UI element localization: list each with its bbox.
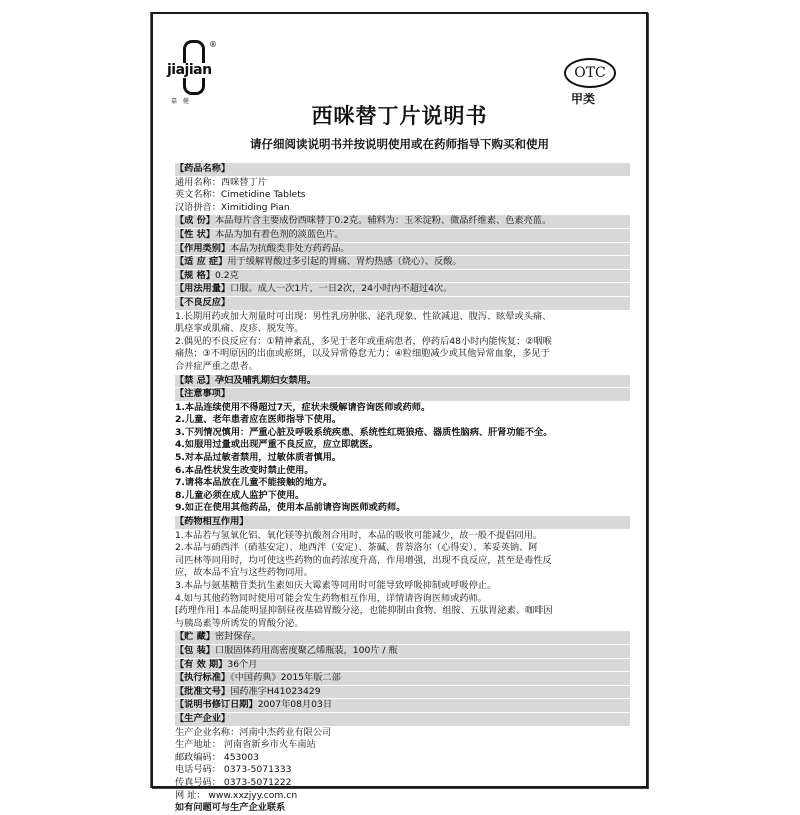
manufacturer-line: 传真号码： 0373-5071222 — [175, 776, 292, 788]
indication-text: 用于缓解胃酸过多引起的胃痛、胃灼热感（烧心）、反酸。 — [227, 256, 462, 268]
manufacturer-line: 电话号码： 0373-5071333 — [175, 764, 292, 776]
document-subtitle: 请仔细阅读说明书并按说明使用或在药师指导下购买和使用 — [250, 137, 549, 151]
approval-text: 国药准字H41023429 — [230, 685, 321, 697]
section-dosage — [175, 283, 630, 296]
brand-logo — [161, 40, 225, 104]
dosage-text: 口服。成人一次1片，一日2次，24小时内不超过4次。 — [230, 283, 453, 295]
otc-class-label: 甲类 — [571, 92, 596, 106]
character-label: 【性 状】 — [175, 228, 215, 240]
precaution-item: 8.儿童必须在成人监护下使用。 — [175, 489, 305, 501]
manufacturer-line: 生产地址： 河南省新乡市火车南站 — [175, 739, 316, 751]
section-indication — [175, 256, 630, 269]
section-storage — [175, 631, 630, 644]
generic-name: 通用名称：西咪替丁片 — [175, 176, 267, 188]
contraindication-text: 孕妇及哺乳期妇女禁用。 — [214, 374, 317, 386]
standard-label: 【执行标准】 — [175, 672, 231, 684]
pharmacology-line: [药理作用] 本品能明显抑制昼夜基础胃酸分泌，也能抑制由食物、组胺、五肽胃泌素、咖啡因 — [175, 605, 553, 617]
section-spec — [175, 270, 630, 283]
section-category — [175, 243, 630, 256]
adverse-line: 痛热；③不明原因的出血或瘀斑，以及异常倦怠无力；④粒细胞减少或其他异常血象，多见于 — [175, 348, 550, 360]
section-standard — [175, 672, 630, 685]
validity-text: 36个月 — [227, 658, 258, 670]
precaution-item: 5.对本品过敏者禁用，过敏体质者慎用。 — [175, 452, 342, 464]
storage-label: 【贮 藏】 — [175, 631, 215, 643]
character-text: 本品为加有着色剂的淡蓝色片。 — [214, 228, 344, 240]
registered-mark: ® — [209, 40, 217, 49]
precaution-item: 2.儿童、老年患者应在医师指导下使用。 — [175, 414, 342, 426]
precaution-item: 3.下列情况慎用：严重心脏及呼吸系统疾患、系统性红斑狼疮、器质性脑病、肝肾功能不全。 — [175, 426, 553, 438]
section-header-interactions: 【药物相互作用】 — [175, 516, 630, 529]
validity-label: 【有 效 期】 — [175, 658, 228, 670]
section-package — [175, 645, 630, 658]
precaution-item: 6.本品性状发生改变时禁止使用。 — [175, 464, 314, 476]
manufacturer-line: 邮政编码： 453003 — [175, 751, 259, 763]
section-composition — [175, 215, 630, 228]
section-revision — [175, 699, 630, 712]
category-label: 【作用类别】 — [175, 242, 231, 254]
standard-text: 《中国药典》2015年版二部 — [230, 672, 341, 684]
leaflet-sheet — [151, 12, 648, 814]
section-approval — [175, 686, 630, 699]
interaction-line: 2.本品与硝西泮（硝基安定）、地西泮（安定）、茶碱、普萘洛尔（心得安）、苯妥英钠、阿 — [175, 542, 538, 554]
interaction-line: 司匹林等同用时，均可使这些药物的血药浓度升高，作用增强，出现不良反应，甚至是毒性反 — [175, 554, 552, 566]
pharmacology-line: 与胰岛素等所诱发的胃酸分泌。 — [175, 617, 304, 629]
section-header-precautions: 【注意事项】 — [175, 388, 630, 401]
logo-mark-top — [183, 40, 205, 63]
interaction-line: 3.本品与氨基糖苷类抗生素如庆大霉素等同用时可能导致呼吸抑制或呼吸停止。 — [175, 580, 497, 591]
precaution-item: 1.本品连续使用不得超过7天，症状未缓解请咨询医师或药师。 — [175, 401, 431, 413]
precaution-item: 9.如正在使用其他药品，使用本品前请咨询医师或药师。 — [175, 502, 406, 514]
logo-wordmark: jiajian — [167, 62, 212, 78]
interaction-line: 应，故本品不宜与这些药物同用。 — [175, 567, 313, 579]
section-header-adverse: 【不良反应】 — [175, 297, 630, 310]
otc-badge: OTC — [564, 58, 616, 88]
dosage-label: 【用法用量】 — [175, 283, 231, 295]
manufacturer-line: 网 址： www.xxzjyy.com.cn — [175, 789, 298, 801]
category-text: 本品为抗酸类非处方药药品。 — [230, 242, 350, 254]
logo-chinese: 嘉健 — [171, 98, 196, 105]
interaction-line: 4.如与其他药物同时使用可能会发生药物相互作用，详情请咨询医师或药师。 — [175, 592, 487, 604]
package-label: 【包 装】 — [175, 644, 215, 656]
logo-mark-bottom — [183, 78, 205, 95]
adverse-line: 合并症严重之患者。 — [175, 360, 258, 372]
section-validity — [175, 659, 630, 672]
adverse-line: 肌痉挛或肌痛、皮疹、脱发等。 — [175, 323, 304, 335]
footer-contact-note: 如有问题可与生产企业联系 — [175, 802, 286, 814]
section-header-manufacturer: 【生产企业】 — [175, 713, 630, 726]
adverse-line: 2.偶见的不良反应有：①精神紊乱，多见于老年或重病患者，停药后48小时内能恢复；②咽喉 — [175, 335, 552, 347]
manufacturer-line: 生产企业名称：河南中杰药业有限公司 — [175, 726, 332, 738]
precaution-item: 4.如服用过量或出现严重不良反应，应立即就医。 — [175, 439, 378, 451]
storage-text: 密封保存。 — [214, 631, 261, 643]
interaction-line: 1.本品若与氢氧化铝、氧化镁等抗酸剂合用时，本品的吸收可能减少，故一般不提倡同用。 — [175, 529, 543, 541]
pinyin-name: 汉语拼音：Ximitiding Pian — [175, 201, 290, 213]
contraindication-label: 【禁 忌】 — [175, 374, 215, 386]
package-text: 口服固体药用高密度聚乙烯瓶装，100片 / 瓶 — [214, 644, 398, 656]
revision-text: 2007年08月03日 — [257, 699, 333, 711]
revision-label: 【说明书修订日期】 — [175, 699, 258, 711]
section-contraindication — [175, 375, 630, 388]
spec-label: 【规 格】 — [175, 269, 215, 281]
english-name: 英文名称：Cimetidine Tablets — [175, 189, 306, 201]
document-title: 西咪替丁片说明书 — [311, 104, 488, 128]
leaflet-content — [175, 162, 630, 815]
composition-label: 【成 份】 — [175, 215, 215, 227]
section-character — [175, 229, 630, 242]
section-header-drug-name: 【药品名称】 — [175, 163, 630, 176]
spec-text: 0.2克 — [214, 269, 239, 281]
adverse-line: 1.长期用药或加大剂量时可出现：男性乳房肿胀、泌乳现象、性欲减退、腹泻、眩晕或头痛、 — [175, 310, 552, 322]
precaution-item: 7.请将本品放在儿童不能接触的地方。 — [175, 477, 332, 489]
composition-text: 本品每片含主要成份西咪替丁0.2克。辅料为：玉米淀粉、微晶纤维素、色素亮蓝。 — [214, 215, 552, 227]
approval-label: 【批准文号】 — [175, 685, 231, 697]
indication-label: 【适 应 症】 — [175, 256, 228, 268]
